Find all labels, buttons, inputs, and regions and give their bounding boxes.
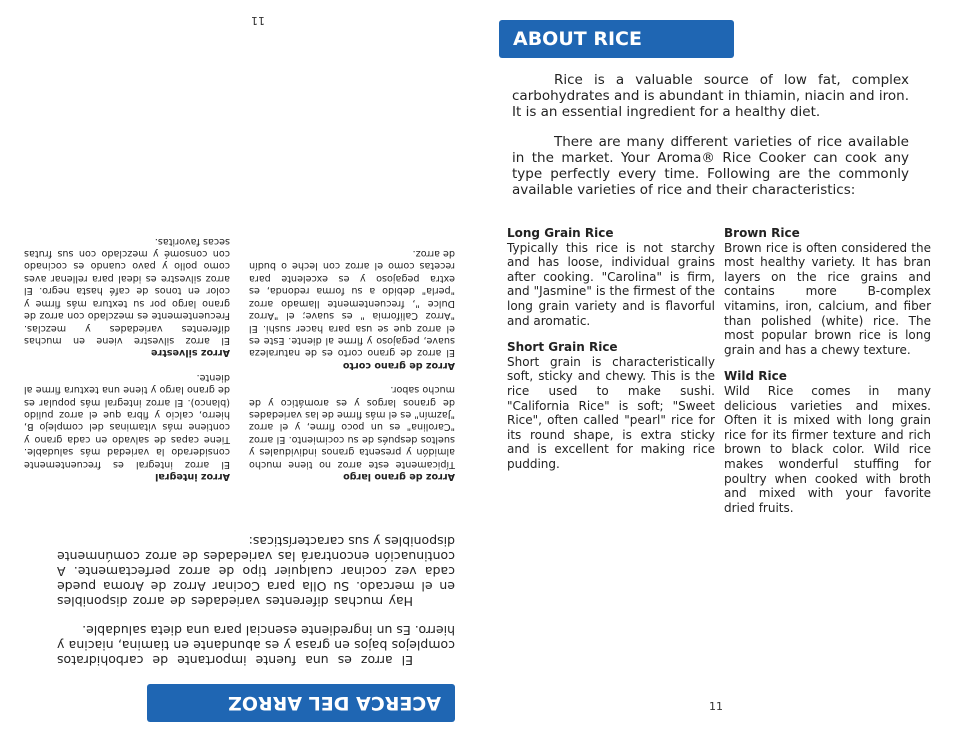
intro-paragraph-2: There are many different varieties of rice available in the market. Your Aroma® Rice Cooker can cook any type perfectly every time. Following are the commonly available varieties of rice and their characteristics: [512, 134, 909, 198]
page-number: 11 [251, 14, 265, 27]
intro-text [512, 72, 909, 212]
section-body: El arroz de grano corto es de naturaleza suave, pegajoso y firme al diente. Este es el arroz que se usa para hacer sushi. El "Arroz California " es suave; el "Arroz Dulce ", frecuentemente llamado arroz "perla" debido a su forma redonda, es extra pegajoso y es excelente para recetas como el arroz con leche o budín de arroz. [249, 248, 455, 359]
section-title: Arroz integral [155, 471, 230, 482]
section-title: Arroz de grano largo [343, 471, 455, 482]
section-body: Typically this rice is not starchy and has loose, individual grains after cooking. "Carolina" is firm, and "Jasmine" is the firmest of the long grain variety and is flavorful and aromatic. [507, 240, 715, 328]
intro-paragraph-2: Hay muchas diferentes variedades de arroz disponibles en el mercado. Su Olla para Cocinar Arroz de Aroma puede cada vez cocinar cualquier tipo de arroz perfectamente. A continuación encontrará las variedades de arroz comúnmente disponibles y sus características: [57, 534, 455, 609]
section-title: Long Grain Rice [507, 226, 614, 240]
page-number: 11 [709, 700, 723, 713]
page-title: ACERCA DEL ARROZ [228, 692, 441, 714]
page-title-banner [147, 684, 455, 722]
intro-paragraph-1: El arroz es una fuente importante de carbohidratos complejos bajos en grasa y es abundante en tiamina, niacina y hierro. Es un ingrediente esencial para una dieta saludable. [57, 623, 455, 668]
english-page [477, 0, 954, 738]
page-title-banner [499, 20, 734, 58]
section-body: Típicamente este arroz no tiene mucho almidón y presenta granos individuales y sueltos después de su cocimiento. El arroz "Carolina" es un poco firme, y el arroz "Jazmín" es el más firme de las variedades de granos largos y es aromático y de mucho sabor. [249, 384, 455, 470]
section-title: Arroz silvestre [151, 347, 230, 359]
page-title: ABOUT RICE [513, 28, 642, 50]
right-column [724, 226, 931, 527]
section-title: Short Grain Rice [507, 340, 618, 355]
intro-text [57, 520, 455, 668]
left-column [249, 235, 455, 482]
section-body: Brown rice is often considered the most healthy variety. It has bran layers on the rice grains and contains more B-complex vitamins, iron, calcium, and fiber than polished (white) rice. The most popular brown rice is long grain and has a chewy texture. [724, 240, 931, 357]
section-body: El arroz silvestre viene en muchas diferentes variedades y mezclas. Frecuentemente es mezclado con arroz de grano largo por su textura más firme y color en tonos de café hasta negro. El arroz silvestre es ideal para rellenar aves como pollo y pavo cuando es cocinado con consomé y mezclado con sus frutas secas favoritas. [24, 235, 230, 346]
section-body: Short grain is characteristically soft, sticky and chewy. This is the rice used to make sushi. "California Rice" is soft; "Sweet Rice", often called "pearl" rice for its round shape, is extra sticky and is excellent for making rice pudding. [507, 354, 715, 471]
left-column [507, 226, 715, 484]
section-title: Brown Rice [724, 226, 800, 240]
section-title: Arroz de grano corto [342, 359, 455, 371]
intro-paragraph-1: Rice is a valuable source of low fat, complex carbohydrates and is abundant in thiamin, niacin and iron. It is an essential ingredient for a healthy diet. [512, 72, 909, 120]
section-title: Wild Rice [724, 369, 787, 384]
section-body: Wild Rice comes in many delicious varieties and mixes. Often it is mixed with long grain rice for its firmer texture and rich brown to black color. Wild rice makes wonderful stuffing for poultry when cooked with broth and mixed with your favorite dried fruits. [724, 383, 931, 515]
right-column [24, 222, 230, 482]
section-body: El arroz integral es frecuentemente considerado la variedad más saludable. Tiene capas de salvado en cada grano y contiene más vitaminas del complejo B, hierro, calcio y fibra que el arroz pulido (blanco). El arroz integral más popular es de grano largo y tiene una textura firme al diente. [24, 371, 230, 470]
